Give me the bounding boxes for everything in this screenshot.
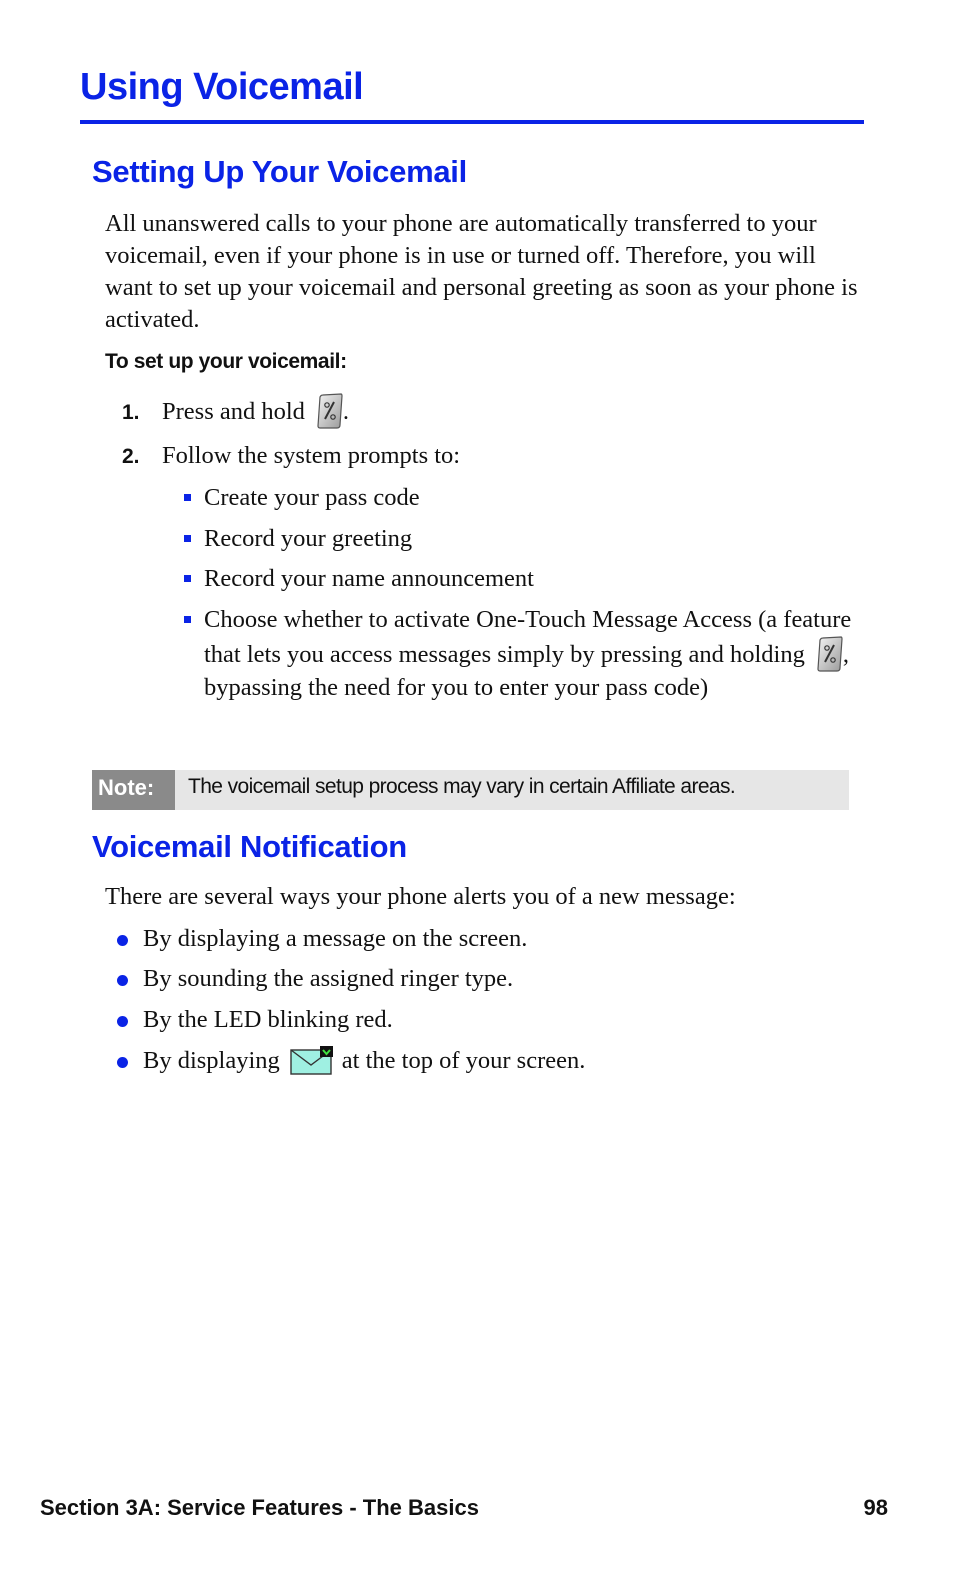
step-text: Follow the system prompts to: [162, 442, 461, 469]
footer-section: Section 3A: Service Features - The Basics [40, 1495, 479, 1520]
setup-heading: Setting Up Your Voicemail [92, 154, 467, 189]
square-bullet-icon [184, 616, 191, 623]
step-number: 1. [122, 401, 140, 424]
prompt-item: Record your name announcement [184, 563, 864, 595]
ok-key-icon [817, 636, 843, 672]
ok-key-icon [317, 393, 343, 429]
voicemail-envelope-icon [290, 1046, 334, 1076]
square-bullet-icon [184, 535, 191, 542]
setup-intro: All unanswered calls to your phone are automatically transferred to your voicemail, even if your phone is in use or turned off. Therefore, you will want to set up your voicemail and personal greeting as soon as your phone is activated. [105, 210, 858, 333]
list-item: By the LED blinking red. [117, 1004, 393, 1036]
page-title: Using Voicemail [80, 66, 364, 108]
step-1 [122, 393, 349, 429]
round-bullet-icon [117, 1057, 128, 1068]
footer-page-number: 98 [863, 1495, 888, 1520]
prompt-item: Create your pass code [184, 482, 864, 514]
notification-heading: Voicemail Notification [92, 829, 407, 864]
square-bullet-icon [184, 494, 191, 501]
step-text-end: . [342, 398, 350, 425]
title-rule [80, 120, 864, 124]
step-text: Press and hold [162, 398, 305, 425]
list-item: By displaying at the top of your screen. [117, 1045, 585, 1077]
step-number: 2. [122, 445, 140, 468]
step-2 [122, 440, 460, 473]
square-bullet-icon [184, 575, 191, 582]
note-label: Note: [92, 770, 175, 810]
note-text: The voicemail setup process may vary in certain Affiliate areas. [188, 775, 736, 798]
list-item: By displaying a message on the screen. [117, 923, 527, 955]
notification-intro: There are several ways your phone alerts you of a new message: [105, 883, 736, 910]
procedure-title: To set up your voicemail: [105, 350, 347, 373]
list-item: By sounding the assigned ringer type. [117, 963, 513, 995]
prompt-item: Choose whether to activate One-Touch Message Access (a feature that lets you access messages simply by pressing and holding , bypassing the need for you to enter your pass code) [184, 604, 864, 704]
prompt-item: Record your greeting [184, 523, 864, 555]
round-bullet-icon [117, 935, 128, 946]
round-bullet-icon [117, 975, 128, 986]
round-bullet-icon [117, 1016, 128, 1027]
note-box [92, 770, 849, 810]
